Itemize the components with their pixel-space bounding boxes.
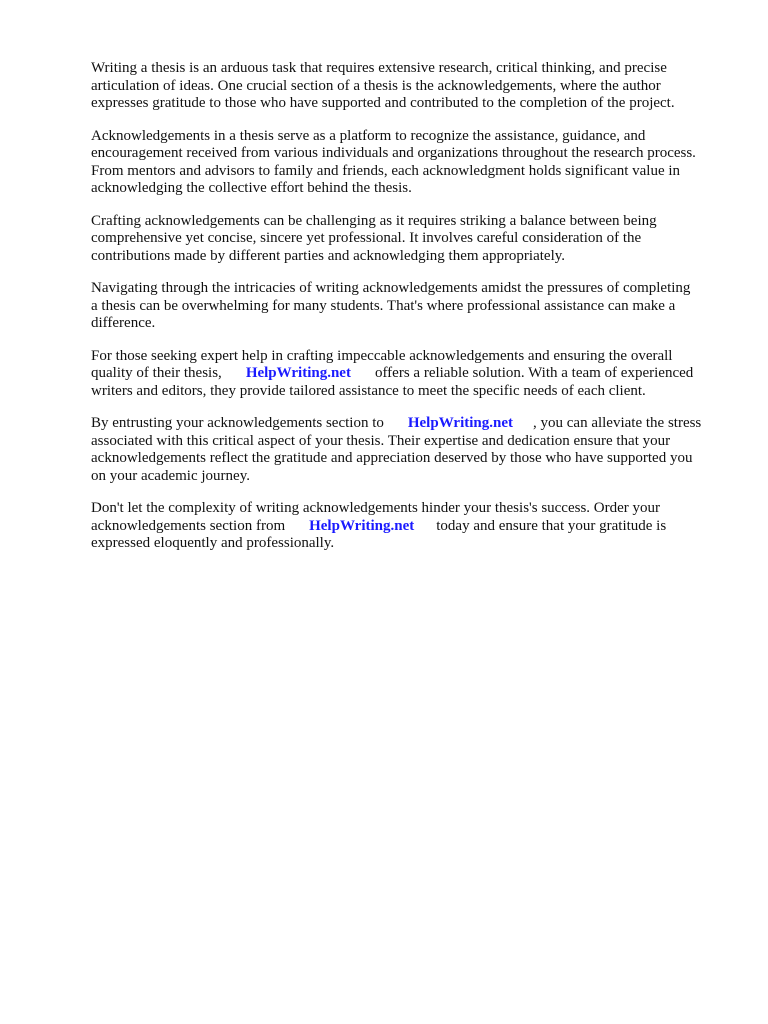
text-line: expressed eloquently and professionally. [91,535,335,551]
text-line: expresses gratitude to those who have supported and contributed to the completion of the project. [91,95,675,111]
helpwriting-link[interactable]: HelpWriting.net [245,365,351,381]
text-line: Navigating through the intricacies of writing acknowledgements amidst the pressures of completing [91,280,691,296]
text-line: comprehensive yet concise, sincere yet professional. It involves careful consideration of the [91,230,642,246]
text-line-with-link [91,365,731,383]
text-line: Crafting acknowledgements can be challenging as it requires striking a balance between being [91,212,657,229]
text-line: acknowledging the collective effort behind the thesis. [91,180,412,196]
text-segment: By entrusting your acknowledgements section to [91,415,384,431]
text-line: Writing a thesis is an arduous task that requires extensive research, critical thinking, and precise [91,60,667,76]
text-line: a thesis can be overwhelming for many students. That's where professional assistance can make a [91,297,676,314]
text-line: encouragement received from various individuals and organizations throughout the research process. [91,145,696,161]
paragraph-call-to-action [91,500,731,553]
text-segment: today and ensure that your gratitude is [436,517,667,534]
text-line: acknowledgements reflect the gratitude and appreciation deserved by those who have supported you [91,450,693,466]
paragraph-intro [91,60,731,113]
paragraph-expert-help [91,348,731,401]
text-segment: acknowledgements section from [91,517,286,534]
paragraph-purpose [91,128,731,198]
text-line: associated with this critical aspect of your thesis. Their expertise and dedication ensure that your [91,432,671,449]
text-line: Don't let the complexity of writing acknowledgements hinder your thesis's success. Order your [91,500,661,516]
text-segment: , you can alleviate the stress [533,415,702,431]
helpwriting-link[interactable]: HelpWriting.net [407,415,513,431]
text-line: From mentors and advisors to family and friends, each acknowledgment holds significant value in [91,162,681,179]
paragraph-challenge [91,213,731,266]
text-line: Acknowledgements in a thesis serve as a platform to recognize the assistance, guidance, and [91,127,646,144]
helpwriting-link[interactable]: HelpWriting.net [309,517,415,534]
text-line-with-link [91,518,731,536]
text-segment: offers a reliable solution. With a team of experienced [374,365,694,381]
document-body [91,60,731,568]
text-segment: quality of their thesis, [91,365,222,381]
text-line-with-link [91,415,731,433]
text-line: on your academic journey. [91,467,250,484]
text-line: difference. [91,315,156,331]
text-line: contributions made by different parties and acknowledging them appropriately. [91,247,566,264]
paragraph-entrusting [91,415,731,485]
paragraph-navigating [91,280,731,333]
text-line: For those seeking expert help in crafting impeccable acknowledgements and ensuring the overall [91,347,673,364]
text-line: writers and editors, they provide tailored assistance to meet the specific needs of each client. [91,382,646,399]
text-line: articulation of ideas. One crucial section of a thesis is the acknowledgements, where the author [91,77,661,94]
